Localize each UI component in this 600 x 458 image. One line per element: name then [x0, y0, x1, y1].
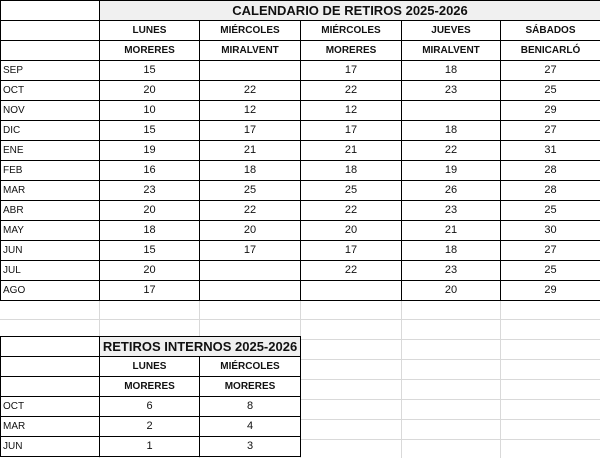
title-row — [1, 337, 301, 357]
date-cell: 22 — [301, 261, 402, 281]
date-cell: 18 — [402, 241, 501, 261]
date-cell: 25 — [501, 261, 600, 281]
month-cell: JUN — [1, 437, 100, 457]
table-row — [1, 397, 301, 417]
date-cell: 20 — [100, 261, 200, 281]
corner-cell — [1, 357, 100, 377]
month-cell: OCT — [1, 397, 100, 417]
date-cell: 16 — [100, 161, 200, 181]
date-cell: 22 — [200, 201, 301, 221]
date-cell: 12 — [200, 101, 301, 121]
corner-cell — [1, 377, 100, 397]
title-row — [1, 1, 600, 21]
date-cell — [200, 261, 301, 281]
weekday-header: LUNES — [100, 21, 200, 41]
corner-cell — [1, 1, 100, 21]
date-cell: 8 — [200, 397, 301, 417]
month-cell: MAR — [1, 181, 100, 201]
weekday-header: JUEVES — [402, 21, 501, 41]
date-cell: 26 — [402, 181, 501, 201]
date-cell: 18 — [301, 161, 402, 181]
date-cell — [200, 281, 301, 301]
month-cell: NOV — [1, 101, 100, 121]
date-cell: 28 — [501, 181, 600, 201]
location-header: MORERES — [100, 377, 200, 397]
weekday-header: LUNES — [100, 357, 200, 377]
date-cell: 30 — [501, 221, 600, 241]
date-cell: 6 — [100, 397, 200, 417]
date-cell: 20 — [301, 221, 402, 241]
corner-cell — [1, 41, 100, 61]
month-cell: FEB — [1, 161, 100, 181]
date-cell: 23 — [402, 261, 501, 281]
date-cell: 25 — [200, 181, 301, 201]
date-cell: 27 — [501, 61, 600, 81]
date-cell: 20 — [100, 201, 200, 221]
corner-cell — [1, 337, 100, 357]
table-row — [1, 61, 600, 81]
date-cell: 21 — [200, 141, 301, 161]
table-row — [1, 201, 600, 221]
table-title: CALENDARIO DE RETIROS 2025-2026 — [100, 1, 600, 21]
table-row — [1, 161, 600, 181]
date-cell: 25 — [301, 181, 402, 201]
month-cell: ABR — [1, 201, 100, 221]
date-cell: 4 — [200, 417, 301, 437]
date-cell: 12 — [301, 101, 402, 121]
date-cell: 22 — [301, 81, 402, 101]
date-cell: 17 — [301, 121, 402, 141]
location-header: MORERES — [200, 377, 301, 397]
date-cell: 20 — [100, 81, 200, 101]
date-cell: 27 — [501, 241, 600, 261]
date-cell: 19 — [402, 161, 501, 181]
date-cell: 10 — [100, 101, 200, 121]
month-cell: MAY — [1, 221, 100, 241]
date-cell: 17 — [301, 241, 402, 261]
table-row — [1, 437, 301, 457]
date-cell: 22 — [301, 201, 402, 221]
date-cell: 15 — [100, 241, 200, 261]
date-cell: 21 — [402, 221, 501, 241]
table-row — [1, 417, 301, 437]
date-cell: 3 — [200, 437, 301, 457]
weekday-header-row — [1, 357, 301, 377]
location-header: BENICARLÓ — [501, 41, 600, 61]
internal-retreats-table — [0, 336, 301, 457]
table-title: RETIROS INTERNOS 2025-2026 — [100, 337, 301, 357]
month-cell: SEP — [1, 61, 100, 81]
location-header-row — [1, 377, 301, 397]
date-cell: 22 — [402, 141, 501, 161]
date-cell: 23 — [402, 81, 501, 101]
date-cell: 19 — [100, 141, 200, 161]
month-cell: MAR — [1, 417, 100, 437]
date-cell: 23 — [100, 181, 200, 201]
location-header: MIRALVENT — [402, 41, 501, 61]
table-row — [1, 181, 600, 201]
date-cell — [301, 281, 402, 301]
date-cell: 18 — [402, 121, 501, 141]
month-cell: ENE — [1, 141, 100, 161]
gridline — [0, 319, 600, 320]
date-cell: 18 — [200, 161, 301, 181]
date-cell: 29 — [501, 101, 600, 121]
table-row — [1, 81, 600, 101]
month-cell: AGO — [1, 281, 100, 301]
date-cell: 23 — [402, 201, 501, 221]
location-header-row — [1, 41, 600, 61]
table-row — [1, 101, 600, 121]
date-cell: 17 — [100, 281, 200, 301]
date-cell: 15 — [100, 121, 200, 141]
weekday-header: MIÉRCOLES — [301, 21, 402, 41]
weekday-header: MIÉRCOLES — [200, 357, 301, 377]
table-row — [1, 121, 600, 141]
month-cell: DIC — [1, 121, 100, 141]
table-row — [1, 281, 600, 301]
date-cell: 22 — [200, 81, 301, 101]
date-cell: 17 — [301, 61, 402, 81]
table-row — [1, 241, 600, 261]
location-header: MORERES — [100, 41, 200, 61]
date-cell — [402, 101, 501, 121]
date-cell: 21 — [301, 141, 402, 161]
date-cell: 28 — [501, 161, 600, 181]
table-row — [1, 261, 600, 281]
date-cell: 25 — [501, 81, 600, 101]
month-cell: OCT — [1, 81, 100, 101]
date-cell: 17 — [200, 121, 301, 141]
date-cell: 18 — [402, 61, 501, 81]
corner-cell — [1, 21, 100, 41]
weekday-header: MIÉRCOLES — [200, 21, 301, 41]
date-cell: 15 — [100, 61, 200, 81]
date-cell: 31 — [501, 141, 600, 161]
date-cell: 17 — [200, 241, 301, 261]
month-cell: JUL — [1, 261, 100, 281]
date-cell: 29 — [501, 281, 600, 301]
date-cell: 18 — [100, 221, 200, 241]
location-header: MIRALVENT — [200, 41, 301, 61]
table-row — [1, 141, 600, 161]
date-cell: 20 — [200, 221, 301, 241]
location-header: MORERES — [301, 41, 402, 61]
month-cell: JUN — [1, 241, 100, 261]
date-cell — [200, 61, 301, 81]
date-cell: 1 — [100, 437, 200, 457]
date-cell: 27 — [501, 121, 600, 141]
date-cell: 20 — [402, 281, 501, 301]
date-cell: 2 — [100, 417, 200, 437]
date-cell: 25 — [501, 201, 600, 221]
weekday-header: SÁBADOS — [501, 21, 600, 41]
table-row — [1, 221, 600, 241]
weekday-header-row — [1, 21, 600, 41]
